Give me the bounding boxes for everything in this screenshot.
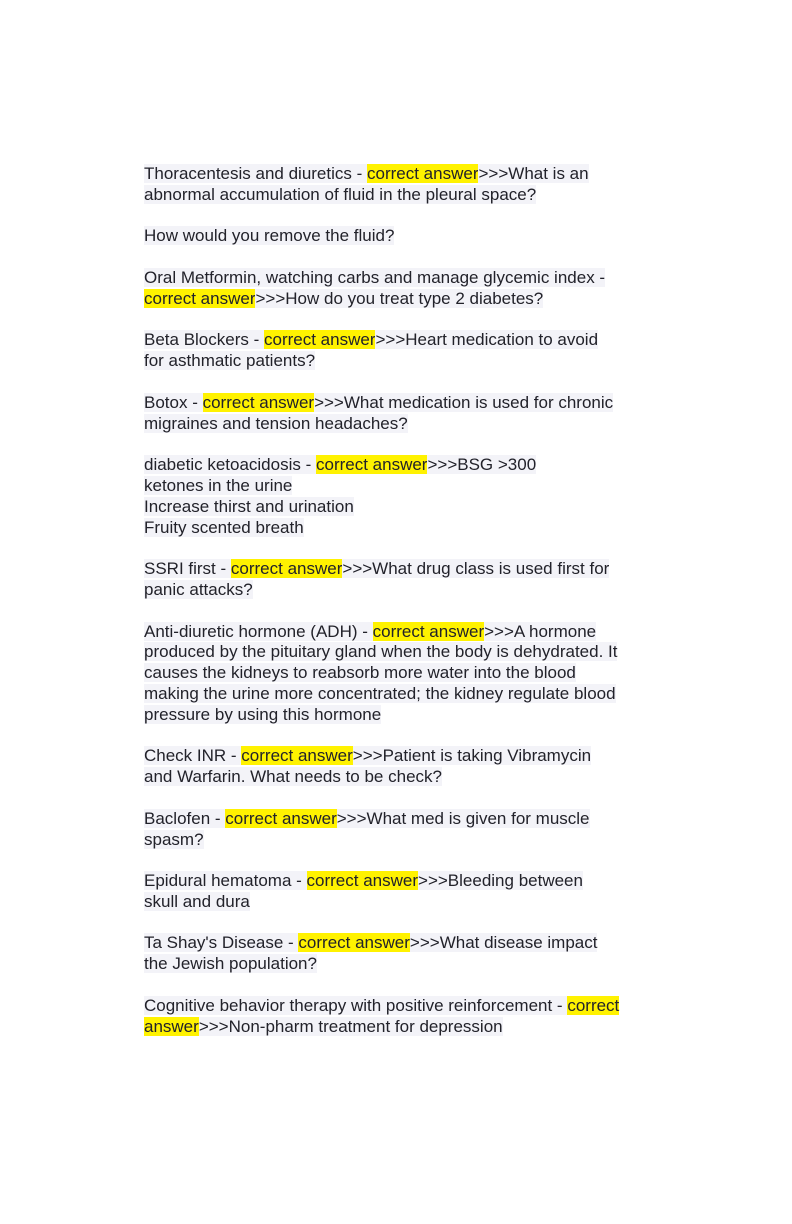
line-text: for asthmatic patients? [144, 351, 316, 371]
line-text: and Warfarin. What needs to be check? [144, 767, 442, 787]
text-line [144, 289, 652, 310]
qa-entry [144, 164, 652, 206]
line-text: >>>What disease impact [409, 933, 598, 953]
line-text: pressure by using this hormone [144, 704, 382, 724]
text-line [144, 871, 652, 892]
line-text: >>>How do you treat type 2 diabetes? [255, 288, 544, 308]
line-text: Oral Metformin, watching carbs and manage glycemic index - [144, 267, 606, 287]
line-text: >>>Non-pharm treatment for depression [198, 1016, 503, 1036]
highlighted-answer-label: correct answer [241, 746, 353, 766]
qa-entry [144, 996, 652, 1038]
line-text: produced by the pituitary gland when the body is dehydrated. It [144, 642, 618, 662]
line-text: causes the kidneys to reabsorb more water into the blood [144, 663, 576, 683]
line-text: Check INR - [144, 746, 242, 766]
line-text: making the urine more concentrated; the kidney regulate blood [144, 683, 616, 703]
line-text: Thoracentesis and diuretics - [144, 164, 367, 183]
highlighted-answer-label: correct [567, 995, 620, 1015]
highlighted-answer-label: correct answer [372, 621, 485, 641]
line-text: >>>A hormone [484, 621, 597, 641]
line-text: ketones in the urine [144, 475, 293, 495]
text-line [144, 622, 652, 643]
highlighted-answer-label: correct answer [315, 455, 428, 475]
qa-entry [144, 226, 652, 247]
text-line [144, 497, 652, 518]
line-text: >>>Bleeding between [418, 871, 583, 891]
text-line [144, 809, 652, 830]
line-text: Epidural hematoma - [144, 871, 307, 891]
line-text: Increase thirst and urination [144, 496, 354, 516]
highlighted-answer-label: correct answer [202, 392, 315, 412]
text-line [144, 663, 652, 684]
highlighted-answer-label: correct answer [225, 808, 337, 828]
line-text: >>>BSG >300 [427, 455, 537, 475]
line-text: >>>What medication is used for chronic [314, 392, 614, 412]
highlighted-answer-label: correct answer [367, 164, 479, 183]
line-text: Baclofen - [144, 808, 226, 828]
text-line [144, 518, 652, 539]
text-line [144, 580, 652, 601]
line-text: skull and dura [144, 891, 250, 911]
text-line [144, 954, 652, 975]
text-line [144, 830, 652, 851]
line-text: >>>What drug class is used first for [342, 559, 610, 579]
line-text: migraines and tension headaches? [144, 413, 408, 433]
qa-entry [144, 933, 652, 975]
line-text: spasm? [144, 829, 204, 849]
line-text: How would you remove the fluid? [144, 226, 395, 246]
highlighted-answer-label: correct answer [264, 330, 376, 350]
text-line [144, 185, 652, 206]
line-text: abnormal accumulation of fluid in the pleural space? [144, 184, 537, 204]
highlighted-answer-label: correct answer [306, 871, 419, 891]
line-text: Anti-diuretic hormone (ADH) - [144, 621, 373, 641]
line-text: >>>Heart medication to avoid [375, 330, 599, 350]
line-text: >>>What med is given for muscle [336, 808, 590, 828]
highlighted-answer-label: correct answer [298, 933, 410, 953]
line-text: >>>What is an [478, 164, 589, 183]
text-line [144, 268, 652, 289]
text-line [144, 414, 652, 435]
text-line [144, 393, 652, 414]
text-line [144, 996, 652, 1017]
highlighted-answer-label: correct answer [144, 288, 256, 308]
text-line [144, 892, 652, 913]
text-line [144, 330, 652, 351]
text-line [144, 476, 652, 497]
qa-entry [144, 330, 652, 372]
text-line [144, 767, 652, 788]
highlighted-answer-label: answer [144, 1016, 199, 1036]
qa-entry [144, 809, 652, 851]
line-text: Ta Shay's Disease - [144, 933, 299, 953]
text-line [144, 226, 652, 247]
line-text: SSRI first - [144, 559, 231, 579]
line-text: Beta Blockers - [144, 330, 264, 350]
qa-entry [144, 455, 652, 538]
qa-entry [144, 268, 652, 310]
line-text: Fruity scented breath [144, 517, 304, 537]
text-line [144, 1017, 652, 1038]
line-text: panic attacks? [144, 579, 253, 599]
text-line [144, 746, 652, 767]
text-line [144, 455, 652, 476]
text-line [144, 705, 652, 726]
qa-entry [144, 559, 652, 601]
qa-entry [144, 393, 652, 435]
highlighted-answer-label: correct answer [230, 559, 343, 579]
qa-entry [144, 622, 652, 726]
text-line [144, 164, 652, 185]
text-line [144, 933, 652, 954]
line-text: Botox - [144, 392, 203, 412]
text-line [144, 351, 652, 372]
qa-entry [144, 871, 652, 913]
line-text: diabetic ketoacidosis - [144, 455, 316, 475]
line-text: Cognitive behavior therapy with positive reinforcement - [144, 995, 568, 1015]
line-text: >>>Patient is taking Vibramycin [352, 746, 592, 766]
text-line [144, 559, 652, 580]
text-line [144, 642, 652, 663]
qa-entry [144, 746, 652, 788]
line-text: the Jewish population? [144, 954, 317, 974]
document-body [144, 164, 652, 1058]
text-line [144, 684, 652, 705]
